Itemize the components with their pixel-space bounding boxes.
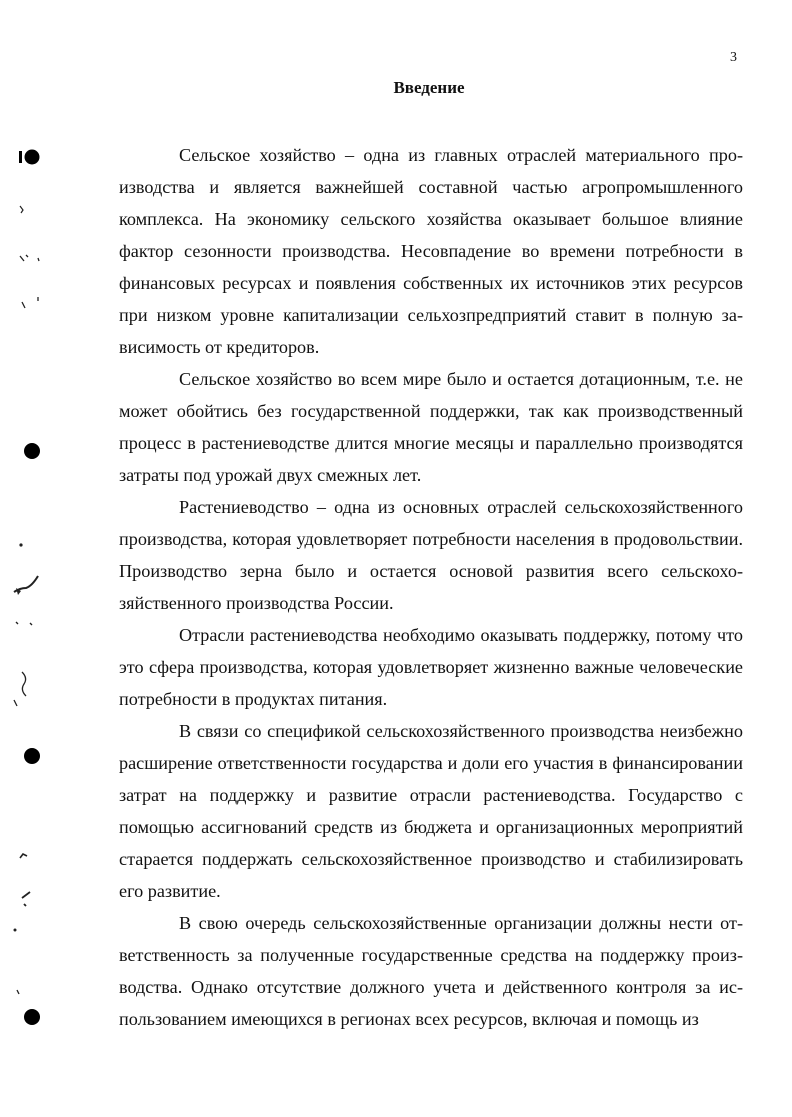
scan-margin-marks bbox=[0, 0, 60, 1117]
paragraph-6: В свою очередь сельскохозяйственные организации должны нести ответственность за полученные государственные средства на поддержку производства. Однако отсутствие должного учета и действенного контроля за использованием имеющихся в регионах всех ресурсов, включая и помощь из bbox=[119, 913, 743, 1029]
page-title: Введение bbox=[393, 78, 465, 97]
paragraph-1: Сельское хозяйство – одна из главных отраслей материального производства и является важнейшей составной частью агропромышленного комплекса. На экономику сельского хозяйства оказывает большое влияние фактор сезонности производства. Несовпадение во времени потребности в финансовых ресурсах и появления собственных их источников этих ресурсов при низком уровне капитализации сельхозпредприятий ставит в полную зависимость от кредиторов. bbox=[119, 145, 743, 357]
punch-hole-mark bbox=[24, 443, 40, 459]
punch-hole-mark bbox=[25, 150, 40, 165]
paragraph-5: В связи со спецификой сельскохозяйственного производства неизбежно расширение ответственности государства и доли его участия в финансировании затрат на поддержку и развитие отрасли растениеводства. Государство с помощью ассигнований средств из бюджета и организационных мероприятий старается поддержать сельскохозяйственное производство и стабилизировать его развитие. bbox=[119, 721, 743, 901]
scan-speck-marks bbox=[14, 206, 40, 994]
document-body bbox=[119, 139, 743, 1035]
paragraph-4: Отрасли растениеводства необходимо оказывать поддержку, потому что это сфера производства, которая удовлетворяет жизненно важные человеческие потребности в продуктах питания. bbox=[119, 625, 743, 709]
page-number: 3 bbox=[730, 50, 737, 65]
punch-hole-mark bbox=[24, 1009, 40, 1025]
paragraph-3: Растениеводство – одна из основных отраслей сельскохозяйственного производства, которая удовлетворяет потребности населения в продовольствии. Производство зерна было и остается основой развития всего сельскохозяйственного производства России. bbox=[119, 497, 743, 613]
punch-hole-mark bbox=[19, 151, 22, 163]
paragraph-2: Сельское хозяйство во всем мире было и остается дотационным, т.е. не может обойтись без государственной поддержки, так как производственный процесс в растениеводстве длится многие месяцы и параллельно производятся затраты под урожай двух смежных лет. bbox=[119, 369, 743, 485]
punch-hole-mark bbox=[24, 748, 40, 764]
